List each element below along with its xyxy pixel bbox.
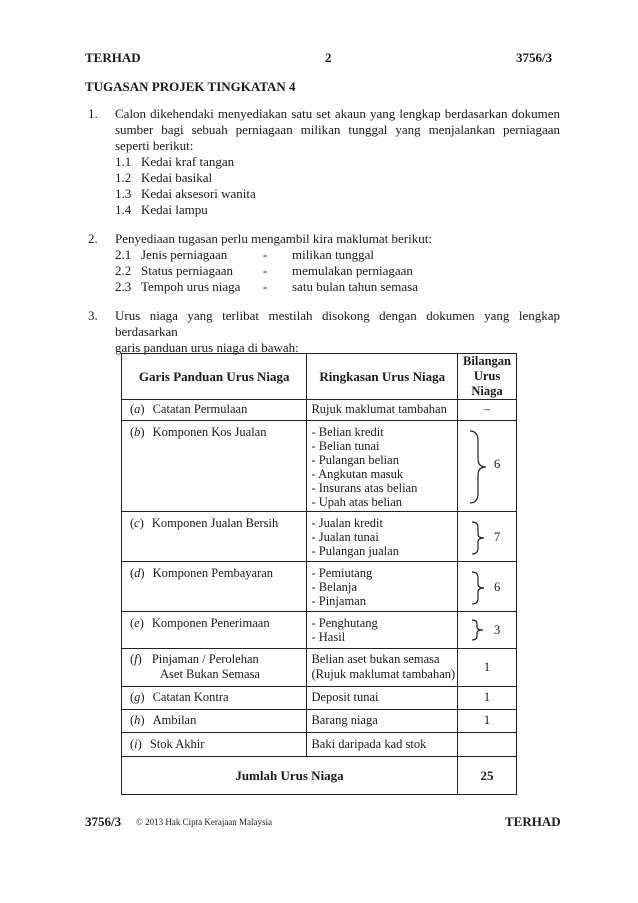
table-row [122, 733, 517, 757]
table-row [122, 421, 517, 512]
table-row [122, 400, 517, 421]
list-item: - Pulangan jualan [311, 544, 399, 558]
row-a-guide: (a) Catatan Permulaan [122, 400, 307, 421]
list-item: - Upah atas belian [311, 495, 403, 509]
section3-number: 3. [88, 308, 98, 323]
row-d-count-cell [458, 562, 517, 612]
list-item: 2.3 Tempoh urus niaga - satu bulan tahun semasa [115, 279, 418, 294]
total-label: Jumlah Urus Niaga [122, 757, 458, 795]
row-d-count: 6 [494, 580, 501, 594]
row-e-guide: (e) Komponen Penerimaan [122, 612, 307, 649]
footer-code: 3756/3 [85, 814, 122, 829]
section1-line-3: seperti berikut: [115, 138, 194, 153]
list-item: 1.2 Kedai basikal [115, 170, 213, 185]
list-item: 1.4 Kedai lampu [115, 202, 208, 217]
section1-list [115, 154, 256, 218]
section3-text [115, 308, 560, 356]
transaction-guide-table [121, 353, 517, 795]
row-e-count-cell [458, 612, 517, 649]
list-item: - Pulangan belian [311, 453, 399, 467]
list-item: - Pemiutang [311, 566, 373, 580]
table-row [122, 710, 517, 733]
list-item: - Pinjaman [311, 594, 366, 608]
row-h-summary: Barang niaga [307, 710, 458, 733]
list-item: - Hasil [311, 630, 346, 644]
row-f-summary: Belian aset bukan semasa (Rujuk maklumat tambahan) [307, 649, 458, 687]
row-b-count-cell [458, 421, 517, 512]
row-g-guide: (g) Catatan Kontra [122, 687, 307, 710]
list-item: 2.2 Status perniagaan - memulakan perniagaan [115, 263, 413, 278]
brace-icon [468, 429, 488, 505]
row-b-count: 6 [494, 457, 501, 471]
brace-icon [470, 570, 486, 606]
footer-copyright: © 2013 Hak Cipta Kerajaan Malaysia [136, 817, 273, 827]
row-g-summary: Deposit tunai [307, 687, 458, 710]
total-value: 25 [458, 757, 517, 795]
row-c-count: 7 [494, 530, 501, 544]
table-total-row [122, 757, 517, 795]
brace-icon [470, 520, 486, 556]
list-item: - Penghutang [311, 616, 378, 630]
table-row [122, 612, 517, 649]
list-item: - Belian kredit [311, 425, 384, 439]
brace-icon [470, 618, 486, 642]
section2-intro: Penyediaan tugasan perlu mengambil kira maklumat berikut: [115, 231, 432, 246]
row-e-count: 3 [494, 623, 501, 637]
row-f-count: 1 [458, 649, 517, 687]
section3-line-2: garis panduan urus niaga di bawah: [115, 340, 299, 355]
row-a-summary: Rujuk maklumat tambahan [307, 400, 458, 421]
table-row [122, 512, 517, 562]
row-i-guide: (i) Stok Akhir [122, 733, 307, 757]
section1-line-1: Calon dikehendaki menyediakan satu set akaun yang lengkap berdasarkan dokumen [115, 106, 560, 121]
row-a-count: – [458, 400, 517, 421]
row-g-count: 1 [458, 687, 517, 710]
list-item: - Jualan kredit [311, 516, 383, 530]
section1-line-2: sumber bagi sebuah perniagaan milikan tunggal yang menjalankan perniagaan [115, 122, 560, 137]
footer-right: TERHAD [505, 814, 561, 829]
row-c-guide: (c) Komponen Jualan Bersih [122, 512, 307, 562]
row-h-count: 1 [458, 710, 517, 733]
col-header-guide: Garis Panduan Urus Niaga [122, 354, 307, 400]
table-row [122, 562, 517, 612]
table-row [122, 687, 517, 710]
section1-number: 1. [88, 106, 98, 121]
row-e-summary [307, 612, 458, 649]
row-b-guide: (b) Komponen Kos Jualan [122, 421, 307, 512]
section2-list [115, 247, 418, 295]
header-left: TERHAD [85, 50, 141, 65]
list-item: 2.1 Jenis perniagaan - milikan tunggal [115, 247, 374, 262]
page-title: TUGASAN PROJEK TINGKATAN 4 [85, 79, 296, 94]
list-item: 1.1 Kedai kraf tangan [115, 154, 235, 169]
row-c-count-cell [458, 512, 517, 562]
row-d-summary [307, 562, 458, 612]
col-header-count: Bilangan Urus Niaga [458, 354, 517, 400]
row-i-count [458, 733, 517, 757]
table-header-row [122, 354, 517, 400]
row-i-summary: Baki daripada kad stok [307, 733, 458, 757]
col-header-summary: Ringkasan Urus Niaga [307, 354, 458, 400]
list-item: - Insurans atas belian [311, 481, 418, 495]
page-number: 2 [325, 50, 332, 65]
section3-line-1: Urus niaga yang terlibat mestilah disokong dengan dokumen yang lengkap berdasarkan [115, 308, 560, 339]
list-item: - Belanja [311, 580, 357, 594]
header-right: 3756/3 [516, 50, 553, 65]
table-row [122, 649, 517, 687]
list-item: - Angkutan masuk [311, 467, 404, 481]
list-item: 1.3 Kedai aksesori wanita [115, 186, 256, 201]
row-b-summary [307, 421, 458, 512]
section2-number: 2. [88, 231, 98, 246]
row-h-guide: (h) Ambilan [122, 710, 307, 733]
row-c-summary [307, 512, 458, 562]
section1-text [115, 106, 560, 154]
list-item: - Belian tunai [311, 439, 380, 453]
row-f-guide: (f) Pinjaman / Perolehan Aset Bukan Semasa [122, 649, 307, 687]
list-item: - Jualan tunai [311, 530, 379, 544]
row-d-guide: (d) Komponen Pembayaran [122, 562, 307, 612]
